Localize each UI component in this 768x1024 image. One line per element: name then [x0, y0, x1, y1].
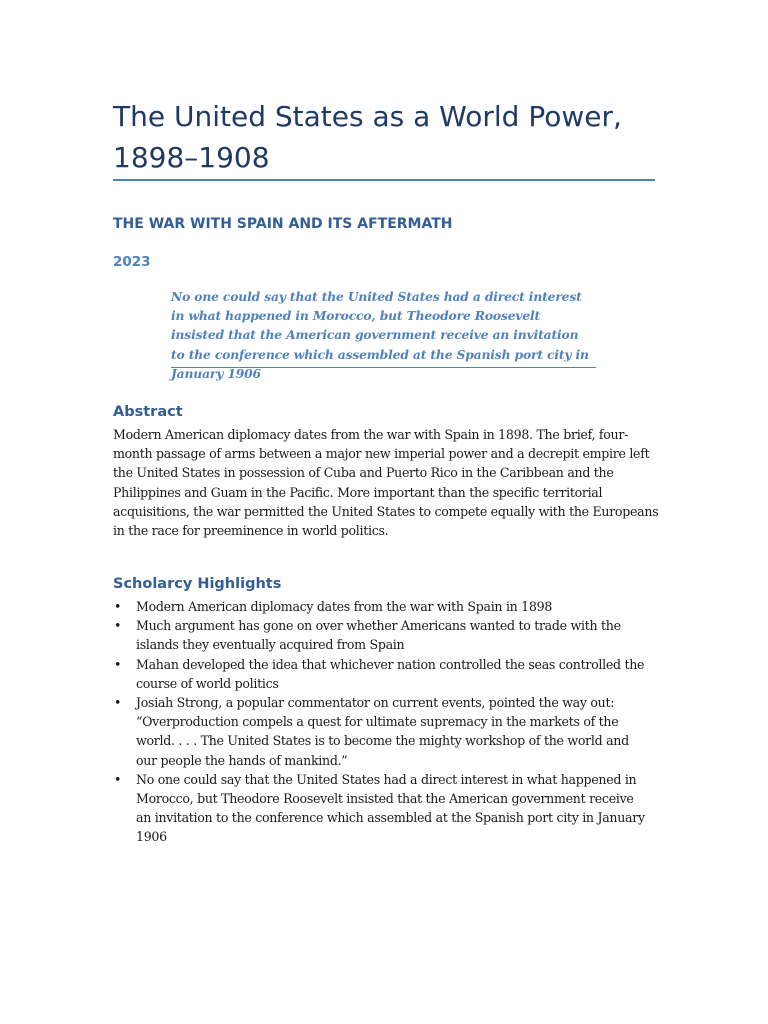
abstract-body: Modern American diplomacy dates from the war with Spain in 1898. The brief, four-month passage of arms between a major new imperial power and a decrepit empire left the United States in possession of Cuba and Puerto Rico in the Caribbean and the Philippines and Guam in the Pacific. More important than the specific territorial acquisitions, the war permitted the United States to compete equally with the Europeans in the race for preeminence in world politics. — [113, 427, 659, 539]
document-title: The United States as a World Power, 1898–1908 — [113, 100, 622, 174]
highlight-text: No one could say that the United States had a direct interest in what happened in Morocco, but Theodore Roosevelt insisted that the American government receive an invitation to the conference which assembled at the Spanish port city in January 1906 — [136, 771, 645, 845]
title-divider — [113, 179, 655, 181]
highlight-item — [113, 655, 646, 693]
bullet-icon: • — [114, 599, 122, 614]
bullet-icon: • — [114, 695, 122, 711]
highlight-item — [113, 770, 646, 847]
highlight-text: Josiah Strong, a popular commentator on current events, pointed the way out: “Overproduction compels a quest for ultimate supremacy in the markets of the world. . . . The United States is to become the mighty workshop of the world and our people the hands of mankind.” — [136, 695, 629, 768]
highlight-item — [113, 597, 646, 616]
highlight-text: Mahan developed the idea that whichever nation controlled the seas controlled the course of world politics — [136, 656, 645, 691]
quote-divider — [171, 367, 596, 368]
highlight-item — [113, 693, 646, 770]
publication-year: 2023 — [113, 254, 151, 270]
pull-quote: No one could say that the United States had a direct interest in what happened in Morocco, but Theodore Roosevelt insisted that the American government receive an invitation to the conference which assembled at the Spanish port city in January 1906 — [171, 289, 589, 381]
section-heading: THE WAR WITH SPAIN AND ITS AFTERMATH — [113, 216, 453, 232]
highlight-text: Much argument has gone on over whether Americans wanted to trade with the islands they eventually acquired from Spain — [136, 618, 621, 653]
bullet-icon: • — [114, 618, 122, 634]
highlights-list — [113, 597, 673, 847]
bullet-icon: • — [114, 656, 122, 672]
highlights-heading: Scholarcy Highlights — [113, 576, 282, 592]
highlight-text: Modern American diplomacy dates from the war with Spain in 1898 — [136, 599, 553, 614]
abstract-heading: Abstract — [113, 404, 183, 420]
highlight-item — [113, 616, 646, 654]
bullet-icon: • — [114, 771, 122, 787]
